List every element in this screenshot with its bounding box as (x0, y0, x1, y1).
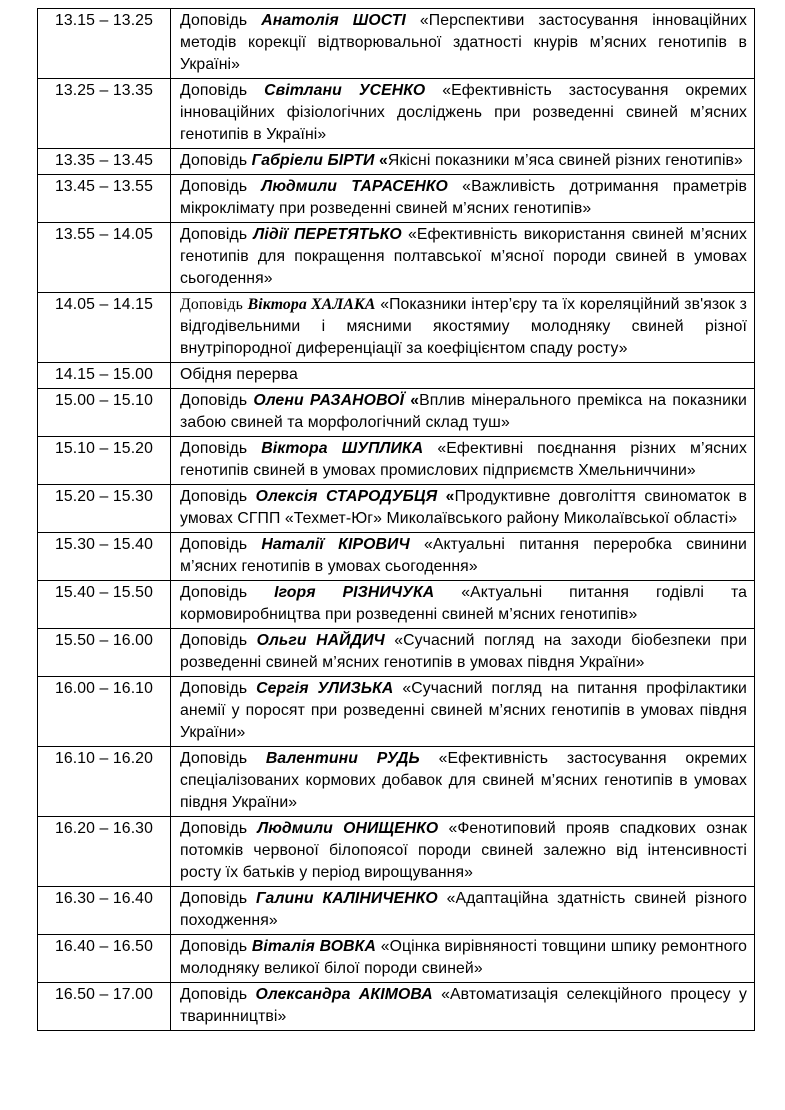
table-row (38, 149, 755, 175)
time-cell: 15.40 – 15.50 (38, 581, 171, 629)
talk-title: «Важливість дотримання праметрів мікроклімату при розведенні свиней м’ясних генотипів» (180, 178, 747, 217)
speaker-name: Габріели БІРТИ (251, 152, 375, 169)
talk-prefix: Доповідь (180, 584, 248, 601)
talk-cell (171, 887, 755, 935)
table-row (38, 223, 755, 293)
time-cell: 13.45 – 13.55 (38, 175, 171, 223)
talk-title: Вплив мінерального премікса на показники забою свиней та морфологічний склад туш» (180, 392, 747, 431)
bold-open-quote: « (374, 152, 388, 169)
time-cell: 13.15 – 13.25 (38, 9, 171, 79)
talk-cell (171, 581, 755, 629)
talk-prefix: Доповідь (180, 392, 248, 409)
talk-title: «Сучасний погляд на заходи біобезпеки при розведенні свиней м’ясних генотипів в умовах півдня України» (180, 632, 747, 671)
talk-title: «Показники інтер’єру та їх кореляційний зв'язок з відгодівельними і мясними якостямиу молодняку свиней різної внутріпородної диференціації за коефіцієнтом спаду росту» (180, 296, 747, 357)
talk-title: «Перспективи застосування інноваційних методів корекції відтворювальної здатності кнурів м’ясних генотипів в Україні» (180, 12, 747, 73)
schedule-table (37, 8, 755, 1031)
talk-title: Якісні показники м’яса свиней різних генотипів» (387, 152, 743, 169)
time-cell: 16.30 – 16.40 (38, 887, 171, 935)
table-row (38, 363, 755, 389)
talk-title: «Оцінка вирівняності товщини шпику ремонтного молодняку великої білої породи свиней» (180, 938, 747, 977)
talk-title: «Ефективні поєднання різних м’ясних генотипів свиней в умовах промислових підприємств Хмельниччини» (180, 440, 747, 479)
talk-title: «Фенотиповий прояв спадкових ознак потомків червоної білопоясої породи свиней залежно від інтенсивності росту їх батьків у період вирощування» (180, 820, 747, 881)
talk-title: Продуктивне довголіття свиноматок в умовах СГПП «Техмет-Юг» Миколаївського району Миколаївської області» (180, 488, 747, 527)
time-cell: 16.50 – 17.00 (38, 983, 171, 1031)
talk-cell (171, 389, 755, 437)
table-row (38, 935, 755, 983)
bold-open-quote: « (404, 392, 420, 409)
talk-cell (171, 9, 755, 79)
speaker-name: Віктора ШУПЛИКА (261, 440, 424, 457)
speaker-name: Валентини РУДЬ (265, 750, 420, 767)
table-row (38, 887, 755, 935)
talk-prefix: Доповідь (180, 680, 248, 697)
time-cell: 16.00 – 16.10 (38, 677, 171, 747)
speaker-name: Світлани УСЕНКО (264, 82, 426, 99)
talk-prefix: Доповідь (180, 820, 248, 837)
talk-prefix: Доповідь (180, 152, 248, 169)
talk-title: «Актуальні питання переробка свинини м’ясних генотипів в умовах сьогодення» (180, 536, 747, 575)
table-row (38, 293, 755, 363)
table-row (38, 983, 755, 1031)
talk-title: «Актуальні питання годівлі та кормовиробництва при розведенні свиней м’ясних генотипів» (180, 584, 748, 623)
talk-prefix: Доповідь (180, 632, 248, 649)
time-cell: 15.00 – 15.10 (38, 389, 171, 437)
table-row (38, 389, 755, 437)
table-row (38, 79, 755, 149)
talk-cell (171, 677, 755, 747)
time-cell: 16.40 – 16.50 (38, 935, 171, 983)
talk-prefix: Доповідь (180, 890, 248, 907)
talk-title: «Автоматизація селекційного процесу у тваринництві» (180, 986, 747, 1025)
talk-cell (171, 935, 755, 983)
speaker-name: Віктора ХАЛАКА (247, 296, 376, 313)
time-cell: 16.10 – 16.20 (38, 747, 171, 817)
talk-prefix: Доповідь (180, 12, 248, 29)
talk-cell (171, 223, 755, 293)
time-cell: 16.20 – 16.30 (38, 817, 171, 887)
talk-cell (171, 817, 755, 887)
talk-cell (171, 629, 755, 677)
talk-prefix: Доповідь (180, 986, 248, 1003)
talk-cell (171, 437, 755, 485)
table-row (38, 817, 755, 887)
time-cell: 15.30 – 15.40 (38, 533, 171, 581)
talk-title: «Ефективність використання свиней м’ясних генотипів для покращення полтавської м’ясної породи свиней в умовах сьогодення» (180, 226, 747, 287)
talk-title: «Ефективність застосування окремих спеціалізованих кормових добавок для свиней м’ясних генотипів в умовах півдня України» (180, 750, 747, 811)
talk-cell (171, 79, 755, 149)
talk-prefix: Доповідь (180, 440, 248, 457)
speaker-name: Олександра АКІМОВА (255, 986, 433, 1003)
speaker-name: Людмили ОНИЩЕНКО (257, 820, 439, 837)
table-row (38, 175, 755, 223)
speaker-name: Наталії КІРОВИЧ (261, 536, 410, 553)
talk-prefix: Доповідь (180, 296, 243, 313)
table-row (38, 677, 755, 747)
speaker-name: Олени РАЗАНОВОЇ (253, 392, 405, 409)
time-cell: 15.50 – 16.00 (38, 629, 171, 677)
talk-title: «Адаптаційна здатність свиней різного походження» (180, 890, 747, 929)
talk-cell (171, 175, 755, 223)
talk-prefix: Доповідь (180, 178, 248, 195)
talk-prefix: Доповідь (180, 536, 248, 553)
time-cell: 15.20 – 15.30 (38, 485, 171, 533)
talk-title: «Сучасний погляд на питання профілактики анемії у поросят при розведенні свиней м’ясних генотипів в умовах півдня України» (180, 680, 747, 741)
talk-prefix: Доповідь (180, 226, 248, 243)
break-cell: Обідня перерва (171, 363, 755, 389)
table-row (38, 9, 755, 79)
table-row (38, 629, 755, 677)
talk-prefix: Доповідь (180, 938, 248, 955)
time-cell: 13.25 – 13.35 (38, 79, 171, 149)
talk-cell (171, 293, 755, 363)
speaker-name: Людмили ТАРАСЕНКО (261, 178, 448, 195)
speaker-name: Галини КАЛІНИЧЕНКО (255, 890, 438, 907)
talk-cell (171, 983, 755, 1031)
time-cell: 13.35 – 13.45 (38, 149, 171, 175)
speaker-name: Лідії ПЕРЕТЯТЬКО (253, 226, 402, 243)
talk-cell (171, 149, 755, 175)
speaker-name: Ольги НАЙДИЧ (256, 632, 385, 649)
talk-title: «Ефективність застосування окремих інноваційних фізіологічних досліджень при розведенні свиней м’ясних генотипів в Україні» (180, 82, 747, 143)
talk-cell (171, 485, 755, 533)
time-cell: 14.05 – 14.15 (38, 293, 171, 363)
schedule-table-body (38, 9, 755, 1031)
time-cell: 13.55 – 14.05 (38, 223, 171, 293)
talk-prefix: Доповідь (180, 488, 248, 505)
time-cell: 15.10 – 15.20 (38, 437, 171, 485)
time-cell: 14.15 – 15.00 (38, 363, 171, 389)
speaker-name: Анатолія ШОСТІ (261, 12, 406, 29)
table-row (38, 747, 755, 817)
speaker-name: Віталія ВОВКА (251, 938, 376, 955)
bold-open-quote: « (437, 488, 455, 505)
table-row (38, 437, 755, 485)
speaker-name: Сергія УЛИЗЬКА (256, 680, 394, 697)
speaker-name: Ігоря РІЗНИЧУКА (274, 584, 435, 601)
speaker-name: Олексія СТАРОДУБЦЯ (255, 488, 438, 505)
talk-cell (171, 747, 755, 817)
table-row (38, 533, 755, 581)
talk-cell (171, 533, 755, 581)
table-row (38, 581, 755, 629)
table-row (38, 485, 755, 533)
talk-prefix: Доповідь (180, 750, 248, 767)
talk-prefix: Доповідь (180, 82, 248, 99)
